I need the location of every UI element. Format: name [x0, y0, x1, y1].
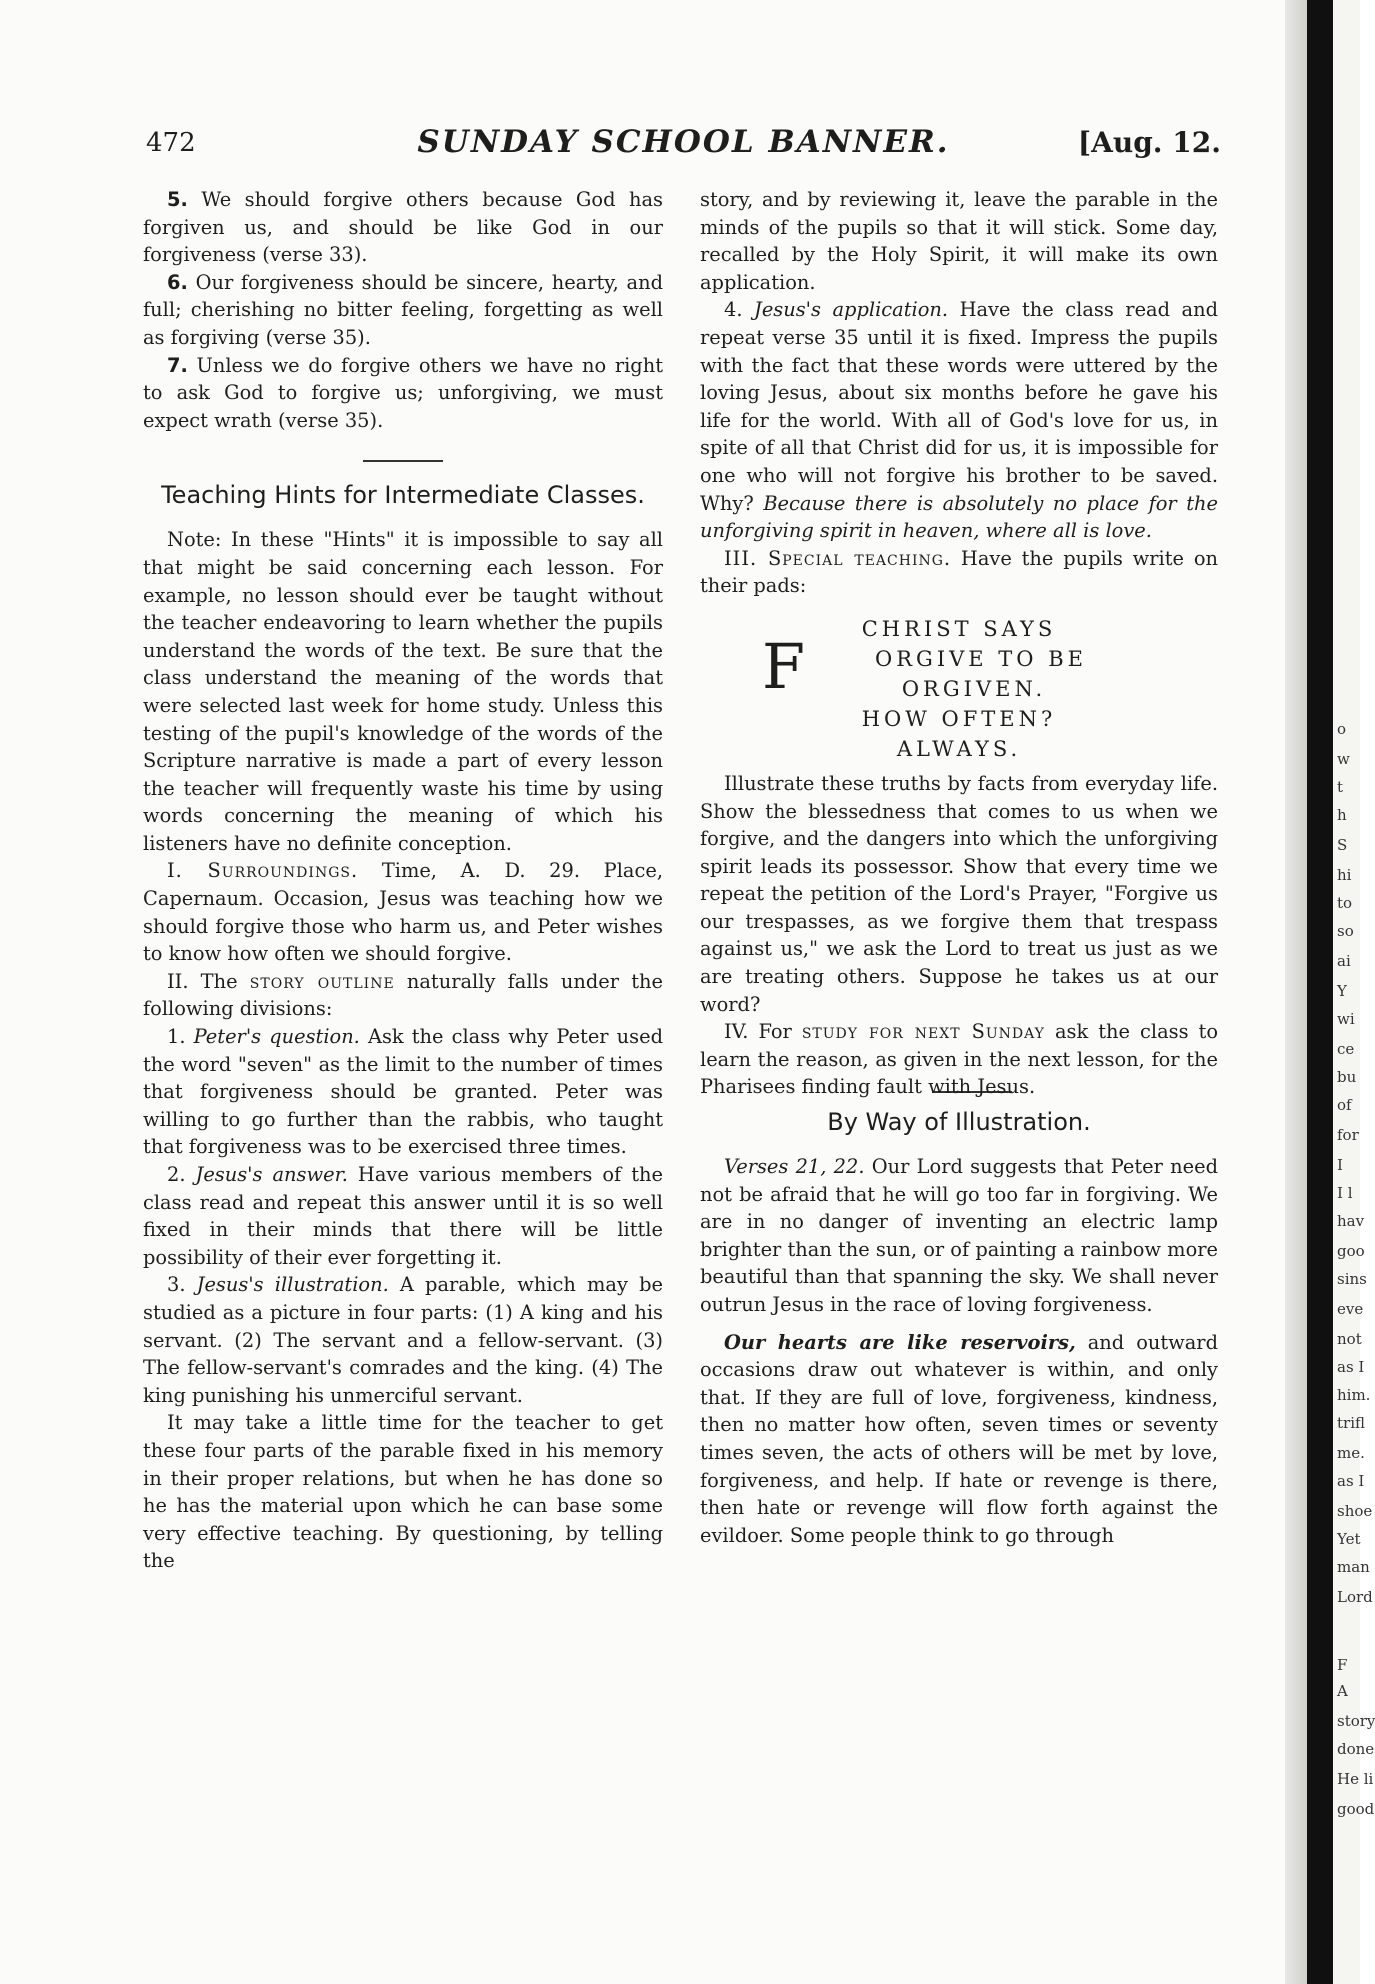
continuation-paragraph: story, and by reviewing it, leave the parable in the minds of the pupils so that it will stick. Some day, recalled by the Holy Spirit, it will make its own application.: [700, 188, 1218, 294]
division-number: 4.: [724, 298, 743, 322]
division-number: 2.: [167, 1163, 186, 1186]
pad-line-1: CHRIST SAYS: [861, 616, 1057, 641]
division-title: Jesus's application.: [754, 298, 949, 322]
division-2: [143, 1161, 663, 1271]
point-number: 7.: [167, 353, 188, 377]
adjacent-text-fragment: I: [1337, 1156, 1343, 1174]
next-sunday-text: ask the class to learn the reason, as given in the next lesson, for the Pharisees finding fault with Jesus.: [700, 1020, 1219, 1099]
reservoirs-paragraph: [700, 1329, 1218, 1550]
division-title: Peter's question.: [193, 1025, 360, 1049]
division-4: [700, 296, 1218, 544]
adjacent-text-fragment: A: [1337, 1682, 1348, 1700]
adjacent-text-fragment: as I: [1337, 1472, 1365, 1490]
outline-label-numeral: II. The: [167, 969, 238, 993]
adjacent-text-fragment: t: [1337, 778, 1344, 796]
point-6: [143, 269, 663, 352]
binding-gutter: [1285, 0, 1307, 1984]
publication-title: SUNDAY SCHOOL BANNER.: [417, 124, 950, 160]
page-number: 472: [146, 128, 196, 158]
adjacent-text-fragment: Lord: [1337, 1588, 1373, 1606]
point-5: [143, 186, 663, 269]
adjacent-text-fragment: eve: [1337, 1300, 1364, 1318]
adjacent-page-edge: [1307, 0, 1375, 1984]
reservoirs-label: Our hearts are like reservoirs,: [724, 1330, 1076, 1354]
next-sunday-paragraph: [700, 1018, 1218, 1101]
adjacent-text-fragment: him.: [1337, 1386, 1371, 1404]
adjacent-text-fragment: ai: [1337, 952, 1351, 970]
point-number: 5.: [167, 188, 188, 211]
pad-inscription: [700, 614, 1218, 761]
point-number: 6.: [167, 270, 188, 294]
division-number: 1.: [167, 1025, 186, 1049]
adjacent-text-fragment: not: [1337, 1330, 1362, 1348]
adjacent-text-fragment: for: [1337, 1126, 1359, 1144]
section-heading-teaching-hints: Teaching Hints for Intermediate Classes.: [161, 481, 645, 510]
adjacent-text-fragment: hi: [1337, 866, 1352, 884]
division-text: Ask the class why Peter used the word "seven" as the limit to the number of times that forgiveness should be granted. Peter was willing to go further than the rabbis, who taught that forgiveness was to be exercised three times.: [143, 1025, 663, 1159]
division-text: Have various members of the class read and repeat this answer until it is so well fixed in their minds that there will be little possibility of their ever forgetting it.: [143, 1163, 663, 1269]
adjacent-text-fragment: ce: [1337, 1040, 1355, 1058]
division-number: 3.: [167, 1273, 186, 1297]
reservoirs-text: and outward occasions draw out whatever is within, and only that. If they are full of love, forgiveness, kindness, then no matter how often, seven times or seventy times seven, the acts of others will be met by love, forgiveness, and help. If hate or revenge is there, then hate or revenge will flow forth against the evildoer. Some people think to go through: [700, 1330, 1218, 1547]
adjacent-text-fragment: done: [1337, 1740, 1375, 1758]
point-7: [143, 352, 663, 435]
special-teaching-paragraph: [700, 545, 1218, 600]
left-column: [143, 186, 663, 1575]
adjacent-text-fragment: sins: [1337, 1270, 1367, 1288]
special-teaching-text: Have the pupils write on their pads:: [700, 546, 1218, 598]
adjacent-text-fragment: Y: [1337, 982, 1347, 1000]
section-divider: [363, 460, 443, 462]
next-sunday-label: study for next Sunday: [801, 1020, 1045, 1044]
adjacent-text-fragment: o: [1337, 720, 1347, 738]
adjacent-text-fragment: S: [1337, 836, 1348, 854]
closing-paragraph: It may take a little time for the teacher to get these four parts of the parable fixed in his memory in their proper relations, but when he has done so he has the material upon which he can base some very effective teaching. By questioning, by telling the: [143, 1411, 663, 1573]
adjacent-text-fragment: to: [1337, 894, 1353, 912]
pad-line-2: ORGIVE TO BE: [875, 646, 1087, 671]
drop-cap-f: F: [762, 629, 806, 703]
point-text: Unless we do forgive others we have no right to ask God to forgive us; unforgiving, we must expect wrath (verse 35).: [143, 353, 663, 432]
running-header: [146, 124, 1221, 164]
adjacent-text-fragment: of: [1337, 1096, 1352, 1114]
point-text: Our forgiveness should be sincere, hearty, and full; cherishing no bitter feeling, forgetting as well as forgiving (verse 35).: [143, 270, 663, 349]
adjacent-text-fragment: so: [1337, 922, 1354, 940]
verses-label: Verses 21, 22.: [724, 1155, 865, 1179]
surroundings-label: I. Surroundings.: [167, 859, 359, 883]
outline-paragraph: [143, 968, 663, 1023]
division-1: [143, 1023, 663, 1161]
section-heading-illustration: By Way of Illustration.: [827, 1108, 1091, 1137]
division-title: Jesus's illustration.: [196, 1273, 389, 1297]
pad-line-3: ORGIVEN.: [901, 676, 1047, 701]
division-title: Jesus's answer.: [195, 1163, 348, 1186]
adjacent-text-fragment: story: [1337, 1712, 1375, 1730]
adjacent-text-fragment: I l: [1337, 1184, 1353, 1202]
adjacent-text-fragment: w: [1337, 750, 1350, 768]
adjacent-text-fragment: goo: [1337, 1242, 1365, 1260]
adjacent-text-fragment: hav: [1337, 1212, 1365, 1230]
point-text: We should forgive others because God has forgiven us, and should be like God in our forgiveness (verse 33).: [143, 188, 663, 267]
issue-date: [Aug. 12.: [1077, 126, 1221, 159]
adjacent-text-fragment: wi: [1337, 1010, 1355, 1028]
pad-line-5: ALWAYS.: [896, 736, 1022, 761]
division-text: A parable, which may be studied as a picture in four parts: (1) A king and his servant. (2) The servant and a fellow-servant. (3) The fellow-servant's comrades and the king. (4) The king punishing his unmerciful servant.: [143, 1273, 663, 1407]
outline-text: naturally falls under the following divisions:: [143, 969, 663, 1021]
adjacent-text-fragment: bu: [1337, 1068, 1357, 1086]
division-3: [143, 1271, 663, 1409]
division-emphasis: Because there is absolutely no place for the unforgiving spirit in heaven, where all is love.: [700, 491, 1218, 543]
adjacent-text-fragment: shoe: [1337, 1502, 1373, 1520]
adjacent-text-fragment: man: [1337, 1558, 1370, 1576]
special-teaching-label: III. Special teaching.: [724, 546, 952, 570]
verses-paragraph: [700, 1153, 1218, 1319]
division-text: Have the class read and repeat verse 35 until it is fixed. Impress the pupils with the fact that these words were uttered by the loving Jesus, about six months before he gave his life for the world. With all of God's love for us, in spite of all that Christ did for us, it is impossible for one who will not forgive his brother to be saved. Why?: [700, 298, 1219, 515]
next-sunday-numeral: IV. For: [724, 1020, 792, 1044]
note-paragraph: Note: In these "Hints" it is impossible to say all that might be said concerning each lesson. For example, no lesson should ever be taught without the teacher endeavoring to learn whether the pupils understand the words of the text. Be sure that the class understand the meaning of the words that were selected last week for home study. Unless this testing of the pupil's knowledge of the words of the Scripture narrative is made a part of every lesson the teacher will frequently waste his time by using words concerning the meaning of which his listeners have no definite conception.: [143, 528, 663, 855]
surroundings-text: Time, A. D. 29. Place, Capernaum. Occasion, Jesus was teaching how we should forgive those who harm us, and Peter wishes to know how often we should forgive.: [143, 859, 663, 966]
adjacent-text-fragment: as I: [1337, 1358, 1365, 1376]
adjacent-text-fragment: h: [1337, 806, 1347, 824]
adjacent-text-fragment: F: [1337, 1656, 1348, 1674]
outline-label: story outline: [249, 969, 395, 993]
adjacent-text-fragment: me.: [1337, 1444, 1365, 1462]
adjacent-text-fragment: trifl: [1337, 1414, 1366, 1432]
adjacent-text-fragment: He li: [1337, 1770, 1374, 1788]
page-edge-shadow: [1307, 0, 1333, 1984]
verses-text: Our Lord suggests that Peter need not be afraid that he will go too far in forgiving. We are in no danger of inventing an electric lamp brighter than the sun, or of painting a rainbow more beautiful than that spanning the sky. We shall never outrun Jesus in the race of loving forgiveness.: [700, 1155, 1218, 1316]
pad-line-4: HOW OFTEN?: [861, 706, 1057, 731]
adjacent-text-fragment: good: [1337, 1800, 1375, 1818]
adjacent-text-fragment: Yet: [1337, 1530, 1361, 1548]
surroundings-paragraph: [143, 857, 663, 967]
illustrate-paragraph: Illustrate these truths by facts from everyday life. Show the blessedness that comes to us when we forgive, and the dangers into which the unforgiving spirit leads its possessor. Show that every time we repeat the petition of the Lord's Prayer, "Forgive us our trespasses, as we forgive them that trespass against us," we ask the Lord to treat us just as we are treating others. Suppose he takes us at our word?: [700, 771, 1218, 1016]
right-column: [700, 186, 1218, 1549]
